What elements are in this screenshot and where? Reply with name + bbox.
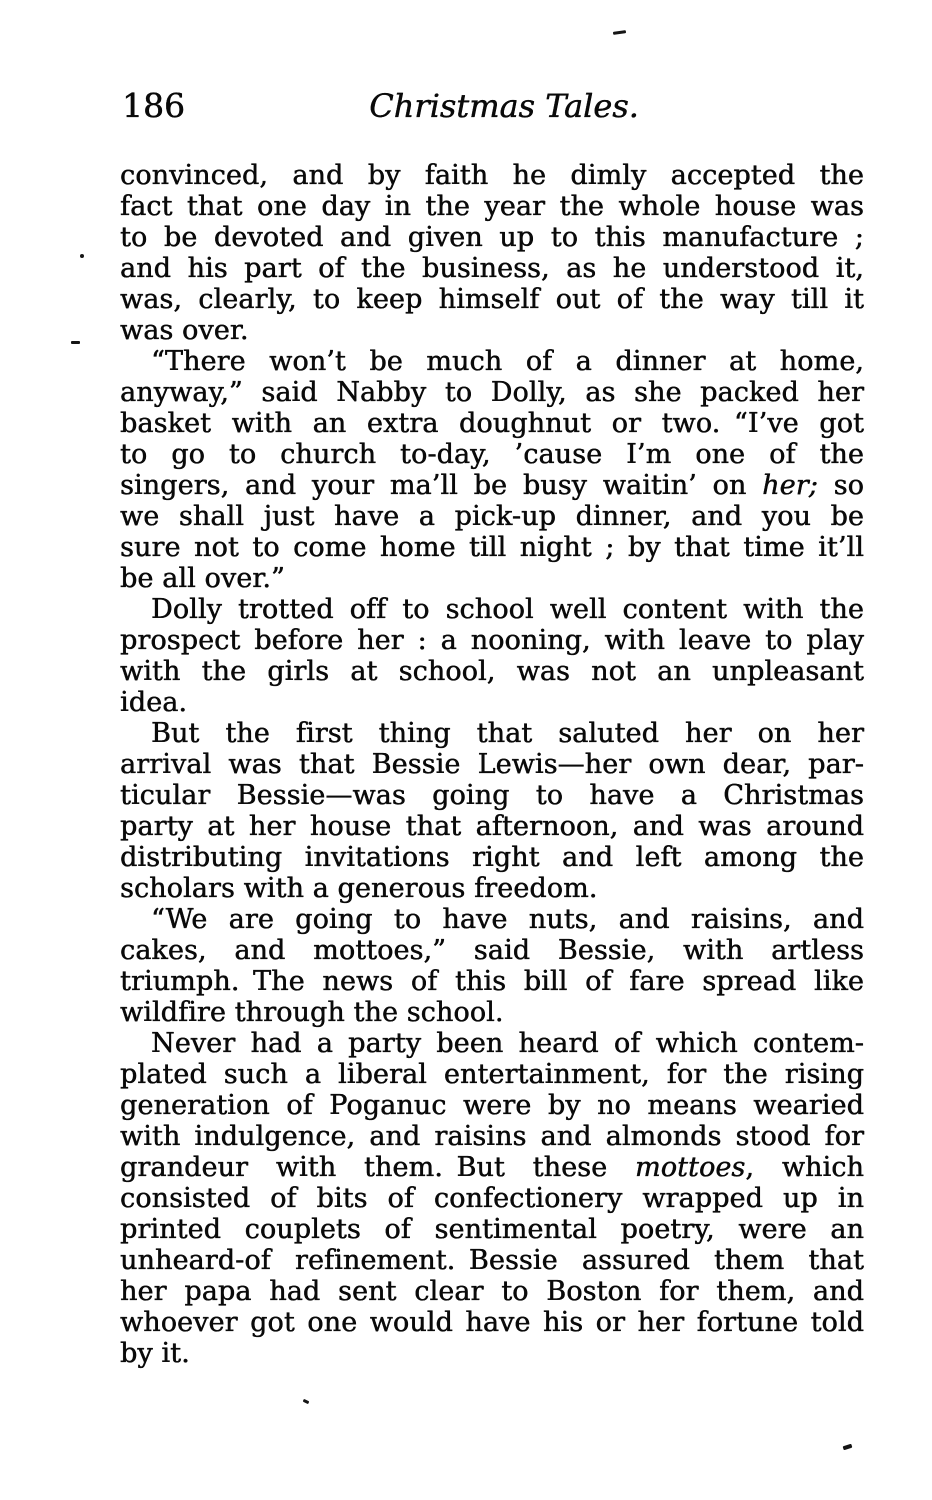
text-line-p4-l1: But the first thing that saluted her on her <box>151 718 864 749</box>
running-title: Christmas Tales. <box>369 87 639 125</box>
page-body-text <box>120 160 864 1369</box>
text-line-p5-l4: wildfire through the school. <box>120 997 504 1028</box>
scan-speck-corner-mark <box>843 1444 853 1451</box>
text-line-p6-l5: grandeur with them. But these mottoes, which <box>120 1152 864 1183</box>
text-line-p6-l4: with indulgence, and raisins and almonds stood for <box>120 1121 864 1152</box>
text-line-p1-l6: was over. <box>120 315 249 346</box>
text-line-p3-l1: Dolly trotted off to school well content with the <box>151 594 864 625</box>
text-line-p6-l10: whoever got one would have his or her fortune told <box>120 1307 864 1338</box>
text-line-p6-l1: Never had a party been heard of which contem- <box>151 1028 864 1059</box>
text-line-p2-l6: we shall just have a pick-up dinner, and you be <box>120 501 864 532</box>
text-line-p6-l2: plated such a liberal entertainment, for the rising <box>120 1059 864 1090</box>
text-line-p6-l8: unheard-of refinement. Bessie assured them that <box>120 1245 864 1276</box>
text-line-p5-l2: cakes, and mottoes,” said Bessie, with artless <box>120 935 864 966</box>
text-line-p4-l4: party at her house that afternoon, and was around <box>120 811 864 842</box>
text-line-p6-l3: generation of Poganuc were by no means wearied <box>120 1090 864 1121</box>
text-line-p2-l7: sure not to come home till night ; by that time it’ll <box>120 532 864 563</box>
scan-speck-margin-dot <box>80 254 84 258</box>
text-line-p2-l4: to go to church to-day, ’cause I’m one of the <box>120 439 864 470</box>
text-line-p1-l4: and his part of the business, as he understood it, <box>120 253 864 284</box>
text-line-p4-l6: scholars with a generous freedom. <box>120 873 598 904</box>
text-line-p4-l2: arrival was that Bessie Lewis—her own dear, par- <box>120 749 864 780</box>
text-line-p2-l5: singers, and your ma’ll be busy waitin’ on her; so <box>120 470 864 501</box>
text-line-p2-l1: “There won’t be much of a dinner at home, <box>151 346 864 377</box>
text-line-p1-l1: convinced, and by faith he dimly accepted the <box>120 160 864 191</box>
text-line-p6-l11: by it. <box>120 1338 190 1369</box>
scan-speck-bottom-tick <box>303 1399 310 1404</box>
scan-speck-top-dash <box>613 30 626 35</box>
text-line-p3-l4: idea. <box>120 687 188 718</box>
text-line-p2-l3: basket with an extra doughnut or two. “I’ve got <box>120 408 864 439</box>
text-line-p2-l2: anyway,” said Nabby to Dolly, as she packed her <box>120 377 864 408</box>
text-line-p4-l5: distributing invitations right and left among the <box>120 842 864 873</box>
text-line-p4-l3: ticular Bessie—was going to have a Christmas <box>120 780 864 811</box>
text-line-p3-l2: prospect before her : a nooning, with leave to play <box>120 625 864 656</box>
text-line-p1-l3: to be devoted and given up to this manufacture ; <box>120 222 864 253</box>
text-line-p5-l3: triumph. The news of this bill of fare spread like <box>120 966 864 997</box>
text-line-p6-l7: printed couplets of sentimental poetry, were an <box>120 1214 864 1245</box>
text-line-p2-l8: be all over.” <box>120 563 285 594</box>
text-line-p1-l5: was, clearly, to keep himself out of the way till it <box>120 284 864 315</box>
page-header <box>120 86 864 128</box>
text-line-p5-l1: “We are going to have nuts, and raisins, and <box>151 904 864 935</box>
text-line-p1-l2: fact that one day in the year the whole house was <box>120 191 864 222</box>
text-line-p3-l3: with the girls at school, was not an unpleasant <box>120 656 864 687</box>
scan-speck-margin-dash <box>71 341 80 344</box>
page-number: 186 <box>122 86 185 125</box>
text-line-p6-l6: consisted of bits of confectionery wrapped up in <box>120 1183 864 1214</box>
text-line-p6-l9: her papa had sent clear to Boston for them, and <box>120 1276 864 1307</box>
